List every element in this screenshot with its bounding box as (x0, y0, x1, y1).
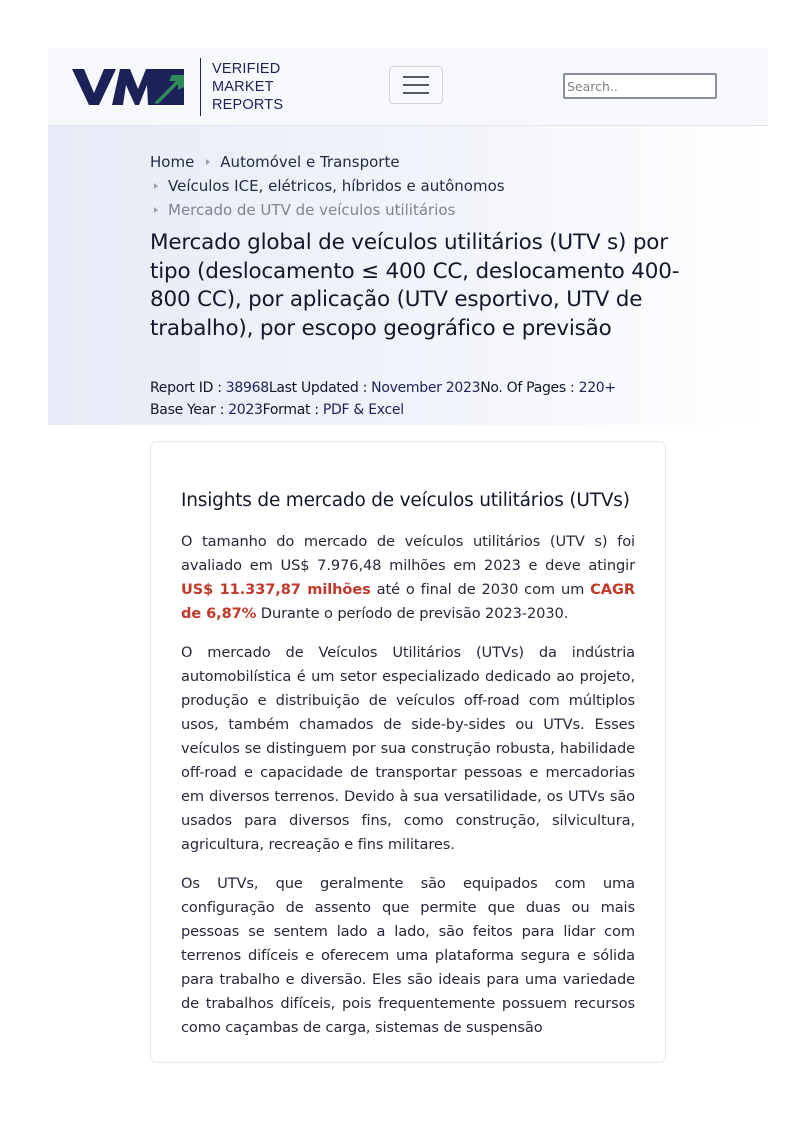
base-year-label: Base Year : (150, 402, 229, 418)
pages-label: No. Of Pages : (480, 380, 579, 396)
logo-line-reports: REPORTS (212, 97, 284, 113)
breadcrumb-home[interactable]: Home (150, 153, 195, 171)
report-id-label: Report ID : (150, 380, 226, 396)
breadcrumb-current: Mercado de UTV de veículos utilitários (168, 201, 456, 219)
p1-text-c: Durante o período de previsão 2023-2030. (256, 605, 569, 622)
hamburger-menu-button[interactable] (389, 66, 443, 104)
report-id-value: 38968 (225, 380, 269, 396)
logo-divider (200, 58, 201, 116)
report-hero (48, 126, 768, 425)
insights-paragraph-2: O mercado de Veículos Utilitários (UTVs) da indústria automobilística é um setor especializado dedicado ao projeto, produção e distribuição de veículos off-road com múltiplos usos, também chamados de side-by-sides ou UTVs. Esses veículos se distinguem por sua construção robusta, habilidade off-road e capacidade de transportar pessoas e mercadorias em diversos terrenos. Devido à sua versatilidade, os UTVs são usados para diversos fins, como construção, silvicultura, agricultura, recreação e fins militares. (181, 644, 635, 853)
format-value: PDF & Excel (322, 402, 404, 418)
insights-content (181, 488, 635, 1055)
page-title: Mercado global de veículos utilitários (UTV s) por tipo (deslocamento ≤ 400 CC, deslocamento 400-800 CC), por aplicação (UTV esportivo, UTV de trabalho), por escopo geográfico e previsão (150, 230, 680, 341)
format-label: Format : (262, 402, 323, 418)
insights-paragraph-1 (181, 530, 635, 626)
hamburger-icon-bar (403, 92, 429, 94)
logo-line-verified: VERIFIED (212, 61, 281, 77)
vmr-logo[interactable] (72, 58, 283, 116)
hamburger-icon-bar (403, 84, 429, 86)
logo-line-market: MARKET (212, 79, 274, 95)
logo-wordmark (212, 60, 283, 114)
p1-text-b: até o final de 2030 com um (370, 581, 591, 598)
chevron-right-icon (154, 207, 158, 213)
vmr-logo-mark (72, 67, 186, 107)
last-updated-value: November 2023 (371, 380, 481, 396)
insights-paragraph-3: Os UTVs, que geralmente são equipados com uma configuração de assento que permite que duas ou mais pessoas se sentem lado a lado, são feitos para lidar com terrenos difíceis e oferecem uma plataforma segura e sólida para trabalho e diversão. Eles são ideais para uma variedade de trabalhos difíceis, pois frequentemente possuem recursos como caçambas de carga, sistemas de suspensão (181, 875, 635, 1036)
chevron-right-icon (154, 183, 158, 189)
last-updated-label: Last Updated : (268, 380, 372, 396)
search-input[interactable] (563, 73, 717, 99)
hamburger-icon-bar (403, 76, 429, 78)
market-value-highlight: US$ 11.337,87 milhões (181, 581, 371, 598)
chevron-right-icon (206, 159, 210, 165)
site-header (48, 48, 768, 126)
insights-heading: Insights de mercado de veículos utilitários (UTVs) (181, 490, 630, 511)
report-meta (150, 377, 710, 421)
base-year-value: 2023 (228, 402, 263, 418)
breadcrumb (150, 150, 710, 222)
breadcrumb-vehicles[interactable]: Veículos ICE, elétricos, híbridos e autônomos (168, 177, 505, 195)
cagr-highlight: CAGR de 6,87% (181, 581, 635, 622)
breadcrumb-automotive[interactable]: Automóvel e Transporte (220, 153, 400, 171)
p1-text-a: O tamanho do mercado de veículos utilitários (UTV s) foi avaliado em US$ 7.976,48 milhões em 2023 e deve atingir (181, 533, 635, 574)
insights-card (150, 441, 666, 1063)
pages-value: 220+ (578, 380, 616, 396)
